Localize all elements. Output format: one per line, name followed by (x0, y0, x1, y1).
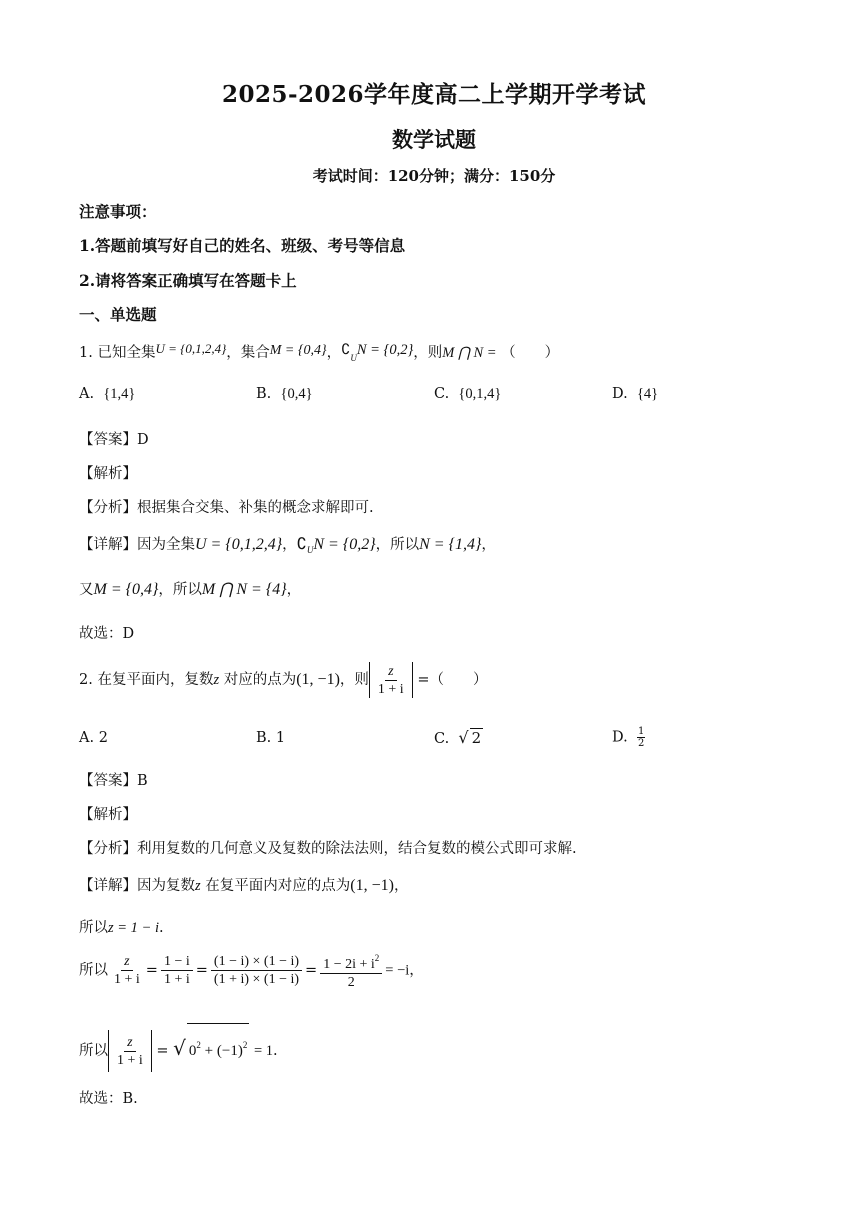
q1-choice: 故选：D (79, 626, 135, 642)
notice-heading: 注意事项： (79, 202, 157, 221)
q1-complement: ∁ (341, 342, 351, 358)
q2-stem: 2. 在复平面内，复数z 对应的点为(1, −1)，则 $\frac{z}{1 + i}$ =（ ） (79, 663, 488, 697)
notice-item-1: 1.答题前填写好自己的姓名、班级、考号等信息 (79, 236, 406, 255)
exam-info: 考试时间：120分钟；满分：150分 (312, 167, 556, 185)
q2-analysis-heading: 【解析】 (79, 807, 137, 823)
q2-answer: 【答案】B (79, 773, 148, 789)
q1-mid1: ，集合 (226, 345, 270, 361)
q1-complement-set: N = {0,2} (356, 342, 414, 358)
q2-option-b: B. 1 (256, 730, 286, 746)
q2-step3: 所以 $\frac{z}{1 + i}$ = √ $0^2 + (-1)^2 = 1$. (79, 1023, 278, 1072)
q2-choice: 故选：B. (79, 1091, 138, 1107)
q2-option-d: D. $\frac{1}{2}$ (612, 726, 645, 749)
q1-option-b: B. {0,4} (256, 386, 313, 402)
subject-title: 数学试题 (392, 127, 476, 152)
q1-option-a: A. {1,4} (79, 386, 136, 402)
q2-option-c: C. √ 2 (434, 728, 482, 747)
section-heading: 一、单选题 (79, 305, 157, 324)
q1-answer: 【答案】D (79, 432, 149, 448)
q1-detail: 【详解】因为全集U = {0,1,2,4}，$∁_UN = \{0,2\}$，所以N = {1,4}， (79, 536, 496, 555)
sqrt-symbol: √ (458, 728, 469, 747)
q1-analysis-heading: 【解析】 (79, 466, 137, 482)
q1-stem (79, 341, 559, 363)
q1-expr: M ⋂ N = (442, 345, 497, 361)
q1-complement-sub: U (350, 353, 357, 363)
q1-option-c: C. {0,1,4} (434, 386, 502, 402)
q2-abs-fraction: $\frac{z}{1 + i}$ (369, 662, 413, 698)
q1-mid2: ，则 (413, 345, 443, 361)
notice-item-2: 2.请将答案正确填写在答题卡上 (79, 271, 297, 290)
q1-fenxi: 【分析】根据集合交集、补集的概念求解即可. (79, 500, 374, 516)
q2-step2: 所以 $\frac{z}{1 + i}$ = $\frac{1 - i}{1 + i}$ = $\frac{(1 - i) \times (1 - i)}{(1 + i) \times (1 - i)}$ = $\frac{1 - 2i + i^2}{2}$ = −i， (79, 950, 424, 991)
q1-comma: ， (326, 345, 342, 361)
q1-blank: （ ） (501, 345, 560, 361)
q1-prefix: 1. 已知全集 (79, 345, 156, 361)
q1-option-d: D. {4} (612, 386, 659, 402)
q2-step1: 所以z = 1 − i. (79, 920, 164, 936)
q1-set-m: M = {0,4} (269, 343, 327, 358)
sqrt-symbol: √ (173, 1036, 186, 1060)
q2-option-a: A. 2 (79, 730, 108, 746)
q1-set-u: U = {0,1,2,4} (155, 341, 227, 356)
q2-detail: 【详解】因为复数z 在复平面内对应的点为(1, −1)， (79, 877, 409, 894)
exam-title: 2025-2026学年度高二上学期开学考试 (221, 81, 647, 108)
q2-fenxi: 【分析】利用复数的几何意义及复数的除法法则，结合复数的模公式即可求解. (79, 841, 577, 857)
q1-detail-line2: 又M = {0,4}，所以M ⋂ N = {4}， (79, 581, 302, 598)
